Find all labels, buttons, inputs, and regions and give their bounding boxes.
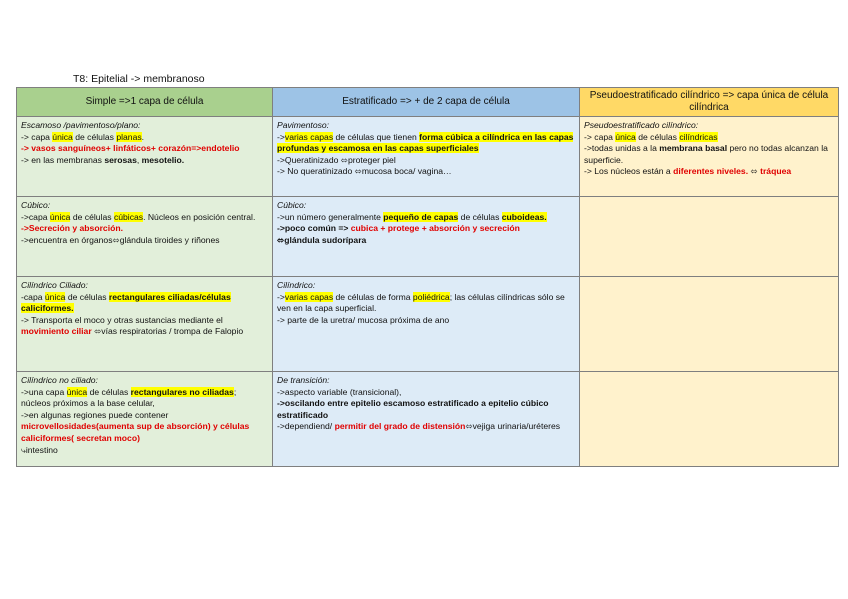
cell-stratified-cuboidal: Cúbico: ->un número generalmente pequeño de capas de células cuboideas. ->poco común => cubica + protege + absorción y secreción ⬄glándula sudorípara	[273, 197, 580, 277]
cell-heading: De transición:	[277, 375, 330, 385]
cell-simple-ciliated: Cilíndrico Ciliado: -capa única de células rectangulares ciliadas/células caliciformes. -> Transporta el moco y otras sustancias mediante el movimiento ciliar ⬄vías respiratorias / trompa de Falopio	[17, 277, 273, 372]
cell-heading: Cúbico:	[21, 200, 51, 210]
table-row	[17, 197, 839, 277]
cell-simple-squamous: Escamoso /pavimentoso/plano: -> capa única de células planas. -> vasos sanguíneos+ linfáticos+ corazón=>endotelio -> en las membranas serosas, mesotelio.	[17, 117, 273, 197]
cell-heading: Escamoso /pavimentoso/plano:	[21, 120, 141, 130]
page-title: T8: Epitelial -> membranoso	[73, 73, 205, 85]
table-row	[17, 117, 839, 197]
cell-heading: Cúbico:	[277, 200, 307, 210]
cell-heading: Cilíndrico:	[277, 280, 316, 290]
cell-stratified-columnar: Cilíndrico: ->varias capas de células de forma poliédrica; las células cilíndricas sólo se ven en la capa superficial. -> parte de la uretra/ mucosa próxima de ano	[273, 277, 580, 372]
epithelium-table	[16, 87, 839, 467]
header-stratified: Estratificado => + de 2 capa de célula	[273, 88, 580, 117]
cell-heading: Pseudoestratificado cilíndrico:	[584, 120, 699, 130]
cell-heading: Cilíndrico Ciliado:	[21, 280, 88, 290]
cell-stratified-transitional: De transición: ->aspecto variable (transicional), ->oscilando entre epitelio escamoso estratificado a epitelio cúbico estratificado ->dependiend/ permitir del grado de distensión⬄vejiga urinaria/uréteres	[273, 372, 580, 467]
cell-empty	[580, 277, 839, 372]
cell-stratified-squamous: Pavimentoso: ->varias capas de células que tienen forma cúbica a cilíndrica en las capas profundas y escamosa en las capas superficiales ->Queratinizado ⬄proteger piel -> No queratinizado ⬄mucosa boca/ vagina…	[273, 117, 580, 197]
cell-empty	[580, 197, 839, 277]
cell-heading: Cilíndrico no ciliado:	[21, 375, 98, 385]
cell-empty	[580, 372, 839, 467]
cell-pseudostratified: Pseudoestratificado cilíndrico: -> capa única de células cilíndricas ->todas unidas a la membrana basal pero no todas alcanzan la superficie. -> Los núcleos están a diferentes niveles. ⬄ tráquea	[580, 117, 839, 197]
table-row	[17, 372, 839, 467]
cell-heading: Pavimentoso:	[277, 120, 330, 130]
cell-simple-nonciliated: Cilíndrico no ciliado: ->una capa única de células rectangulares no ciliadas; núcleos próximos a la base celular, ->en algunas regiones puede contener microvellosidades(aumenta sup de absorción) y células caliciformes( secretan moco) ⤷intestino	[17, 372, 273, 467]
table-row	[17, 277, 839, 372]
header-pseudostratified: Pseudoestratificado cilíndrico => capa única de célula cilíndrica	[580, 88, 839, 117]
header-simple: Simple =>1 capa de célula	[17, 88, 273, 117]
cell-simple-cuboidal: Cúbico: ->capa única de células cúbicas. Núcleos en posición central. ->Secreción y absorción. ->encuentra en órganos⬄glándula tiroides y riñones	[17, 197, 273, 277]
